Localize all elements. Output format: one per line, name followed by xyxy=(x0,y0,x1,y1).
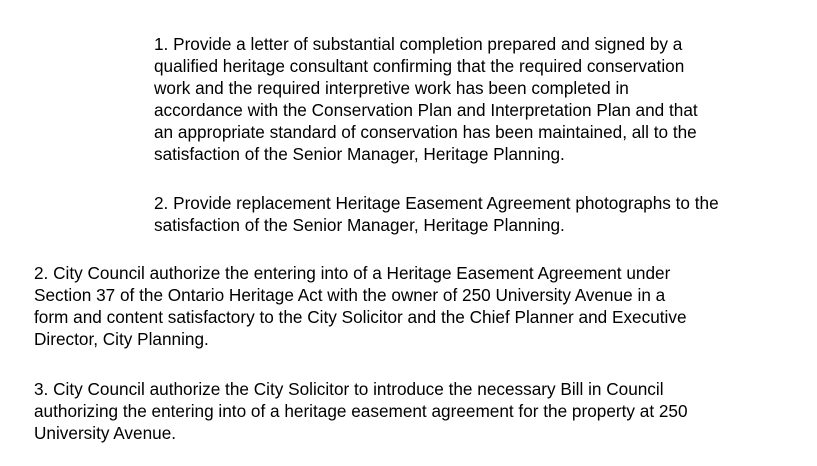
text-line: 2. City Council authorize the entering into of a Heritage Easement Agreement under xyxy=(34,263,671,283)
text-line: Director, City Planning. xyxy=(34,329,209,349)
text-line: form and content satisfactory to the City Solicitor and the Chief Planner and Executive xyxy=(34,307,687,327)
text-line: work and the required interpretive work has been completed in xyxy=(154,78,629,98)
sub-item-letter-of-completion xyxy=(154,33,698,165)
item-heritage-easement-agreement xyxy=(34,262,687,350)
text-line: Section 37 of the Ontario Heritage Act with the owner of 250 University Avenue in a xyxy=(34,285,666,305)
text-line: University Avenue. xyxy=(34,423,177,443)
text-line: qualified heritage consultant confirming that the required conservation xyxy=(154,56,685,76)
text-line: satisfaction of the Senior Manager, Heritage Planning. xyxy=(154,144,565,164)
text-line: satisfaction of the Senior Manager, Heritage Planning. xyxy=(154,215,565,235)
text-line: 2. Provide replacement Heritage Easement Agreement photographs to the xyxy=(154,193,719,213)
text-line: accordance with the Conservation Plan and Interpretation Plan and that xyxy=(154,100,698,120)
sub-item-replacement-photographs xyxy=(154,192,719,236)
text-line: an appropriate standard of conservation has been maintained, all to the xyxy=(154,122,697,142)
text-line: 1. Provide a letter of substantial completion prepared and signed by a xyxy=(154,34,683,54)
item-bill-in-council xyxy=(34,378,688,444)
text-line: authorizing the entering into of a heritage easement agreement for the property at 250 xyxy=(34,401,688,421)
text-line: 3. City Council authorize the City Solicitor to introduce the necessary Bill in Council xyxy=(34,379,664,399)
